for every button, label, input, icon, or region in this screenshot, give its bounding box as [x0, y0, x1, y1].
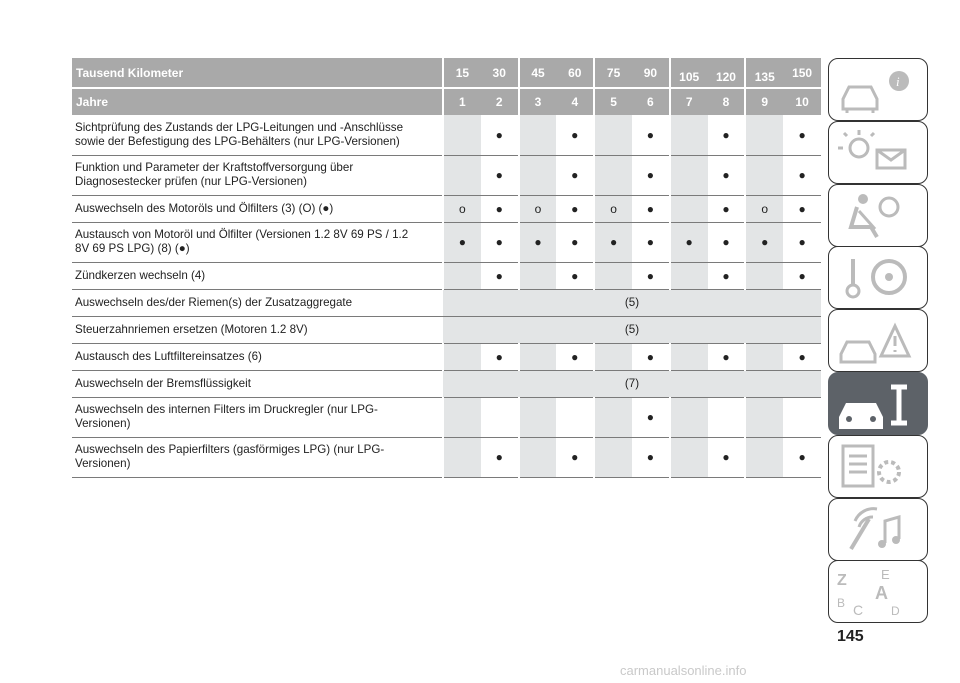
chapter-tab-key-steering-wheel[interactable]	[828, 246, 928, 309]
page-number: 145	[837, 628, 864, 645]
interval-mark: ●	[708, 437, 746, 477]
interval-mark	[443, 115, 481, 155]
interval-mark	[745, 343, 783, 370]
interval-mark	[670, 397, 708, 437]
table-row	[72, 316, 821, 343]
interval-mark	[519, 437, 557, 477]
task-description: Auswechseln des Papierfilters (gasförmiges LPG) (nur LPG-Versionen)	[72, 437, 443, 477]
interval-mark	[594, 397, 632, 437]
interval-mark	[745, 437, 783, 477]
year-interval-2: 3	[519, 88, 557, 115]
interval-mark: ●	[519, 222, 557, 262]
year-interval-0: 1	[443, 88, 481, 115]
interval-mark	[745, 397, 783, 437]
svg-text:B: B	[837, 596, 846, 611]
interval-mark: o	[519, 195, 557, 222]
interval-mark	[670, 195, 708, 222]
chapter-tab-car-wrench[interactable]	[828, 372, 928, 435]
interval-mark: ●	[670, 222, 708, 262]
year-interval-7: 8	[708, 88, 746, 115]
table-row	[72, 370, 821, 397]
interval-mark	[745, 262, 783, 289]
interval-mark	[783, 397, 821, 437]
interval-mark	[556, 397, 594, 437]
svg-text:Z: Z	[837, 572, 847, 590]
chapter-tab-seat-airbag[interactable]	[828, 184, 928, 247]
task-description: Auswechseln des/der Riemen(s) der Zusatzaggregate	[72, 289, 443, 316]
interval-mark: o	[594, 195, 632, 222]
km-interval-9: 150	[783, 58, 821, 88]
interval-mark	[443, 397, 481, 437]
chapter-tab-car-crash-warning[interactable]	[828, 309, 928, 372]
interval-mark: ●	[632, 195, 670, 222]
table-row	[72, 397, 821, 437]
interval-mark: ●	[708, 155, 746, 195]
interval-mark	[670, 115, 708, 155]
interval-note: (5)	[443, 316, 821, 343]
task-description: Sichtprüfung des Zustands der LPG-Leitungen und -Anschlüsse sowie der Befestigung des LPG-Behälters (nur LPG-Versionen)	[72, 115, 443, 155]
interval-note: (7)	[443, 370, 821, 397]
interval-mark	[670, 155, 708, 195]
chapter-tab-alphabetical-index[interactable]	[828, 560, 928, 623]
table-row	[72, 262, 821, 289]
interval-mark	[443, 262, 481, 289]
chapter-tab-multimedia[interactable]	[828, 498, 928, 561]
table-row	[72, 195, 821, 222]
interval-mark	[594, 262, 632, 289]
interval-mark	[670, 343, 708, 370]
interval-mark: ●	[783, 115, 821, 155]
interval-mark: ●	[481, 262, 519, 289]
interval-mark: ●	[783, 343, 821, 370]
task-description: Funktion und Parameter der Kraftstoffversorgung über Diagnosestecker prüfen (nur LPG-Versionen)	[72, 155, 443, 195]
year-header-row	[72, 88, 821, 115]
interval-mark: ●	[556, 115, 594, 155]
task-description: Austausch von Motoröl und Ölfilter (Versionen 1.2 8V 69 PS / 1.2 8V 69 PS LPG) (8) (●)	[72, 222, 443, 262]
interval-mark	[670, 437, 708, 477]
interval-mark: ●	[594, 222, 632, 262]
interval-mark: ●	[481, 115, 519, 155]
interval-mark: ●	[708, 195, 746, 222]
year-interval-8: 9	[745, 88, 783, 115]
km-interval-4: 75	[594, 58, 632, 88]
table-row	[72, 437, 821, 477]
interval-mark	[594, 343, 632, 370]
interval-mark: ●	[632, 115, 670, 155]
chapter-tab-lights-envelope[interactable]	[828, 121, 928, 184]
year-interval-9: 10	[783, 88, 821, 115]
km-interval-7: 120	[708, 58, 746, 88]
interval-mark: ●	[556, 155, 594, 195]
task-description: Austausch des Luftfiltereinsatzes (6)	[72, 343, 443, 370]
interval-mark	[670, 262, 708, 289]
svg-text:C: C	[853, 602, 864, 619]
svg-text:D: D	[891, 604, 900, 619]
interval-mark: ●	[632, 262, 670, 289]
svg-text:i: i	[896, 74, 900, 89]
km-interval-3: 60	[556, 58, 594, 88]
interval-mark	[481, 397, 519, 437]
km-interval-1: 30	[481, 58, 519, 88]
interval-note: (5)	[443, 289, 821, 316]
interval-mark: ●	[481, 222, 519, 262]
interval-mark	[745, 155, 783, 195]
interval-mark: ●	[443, 222, 481, 262]
interval-mark: ●	[556, 262, 594, 289]
interval-mark: ●	[481, 437, 519, 477]
interval-mark: ●	[783, 222, 821, 262]
interval-mark	[519, 155, 557, 195]
year-header-label: Jahre	[72, 88, 443, 115]
interval-mark: ●	[481, 343, 519, 370]
interval-mark	[594, 155, 632, 195]
interval-mark	[519, 397, 557, 437]
interval-mark	[443, 155, 481, 195]
table-row	[72, 343, 821, 370]
km-header-label: Tausend Kilometer	[72, 58, 443, 88]
table-row	[72, 115, 821, 155]
maintenance-schedule-table	[72, 58, 821, 478]
interval-mark: ●	[556, 343, 594, 370]
interval-mark: ●	[556, 222, 594, 262]
interval-mark: ●	[708, 115, 746, 155]
interval-mark: ●	[632, 343, 670, 370]
interval-mark: ●	[745, 222, 783, 262]
interval-mark: o	[443, 195, 481, 222]
task-description: Auswechseln des internen Filters im Druckregler (nur LPG-Versionen)	[72, 397, 443, 437]
interval-mark: ●	[481, 155, 519, 195]
interval-mark	[443, 437, 481, 477]
km-interval-6: 105	[670, 58, 708, 88]
year-interval-5: 6	[632, 88, 670, 115]
interval-mark	[745, 115, 783, 155]
watermark: carmanualsonline.info	[620, 663, 747, 678]
interval-mark: ●	[556, 195, 594, 222]
km-interval-2: 45	[519, 58, 557, 88]
interval-mark: ●	[783, 195, 821, 222]
task-description: Steuerzahnriemen ersetzen (Motoren 1.2 8V)	[72, 316, 443, 343]
km-interval-5: 90	[632, 58, 670, 88]
interval-mark: ●	[708, 222, 746, 262]
interval-mark: ●	[783, 155, 821, 195]
chapter-tab-car-info[interactable]	[828, 58, 928, 121]
task-description: Auswechseln der Bremsflüssigkeit	[72, 370, 443, 397]
interval-mark: ●	[708, 262, 746, 289]
year-interval-1: 2	[481, 88, 519, 115]
interval-mark: ●	[481, 195, 519, 222]
interval-mark: ●	[708, 343, 746, 370]
interval-mark	[519, 343, 557, 370]
task-description: Zündkerzen wechseln (4)	[72, 262, 443, 289]
km-header-row	[72, 58, 821, 88]
km-interval-0: 15	[443, 58, 481, 88]
svg-text:E: E	[881, 567, 890, 583]
interval-mark	[594, 115, 632, 155]
interval-mark: ●	[632, 437, 670, 477]
interval-mark: ●	[632, 397, 670, 437]
table-row	[72, 155, 821, 195]
interval-mark	[519, 115, 557, 155]
interval-mark	[594, 437, 632, 477]
interval-mark: ●	[783, 262, 821, 289]
interval-mark	[708, 397, 746, 437]
table-row	[72, 222, 821, 262]
interval-mark: ●	[783, 437, 821, 477]
year-interval-4: 5	[594, 88, 632, 115]
year-interval-6: 7	[670, 88, 708, 115]
interval-mark: ●	[632, 222, 670, 262]
interval-mark: o	[745, 195, 783, 222]
km-interval-8: 135	[745, 58, 783, 88]
chapter-tab-data-sheet-gear[interactable]	[828, 435, 928, 498]
interval-mark: ●	[632, 155, 670, 195]
table-row	[72, 289, 821, 316]
interval-mark	[443, 343, 481, 370]
interval-mark: ●	[556, 437, 594, 477]
task-description: Auswechseln des Motoröls und Ölfilters (3) (O) (●)	[72, 195, 443, 222]
interval-mark	[519, 262, 557, 289]
svg-text:A: A	[875, 583, 888, 604]
year-interval-3: 4	[556, 88, 594, 115]
